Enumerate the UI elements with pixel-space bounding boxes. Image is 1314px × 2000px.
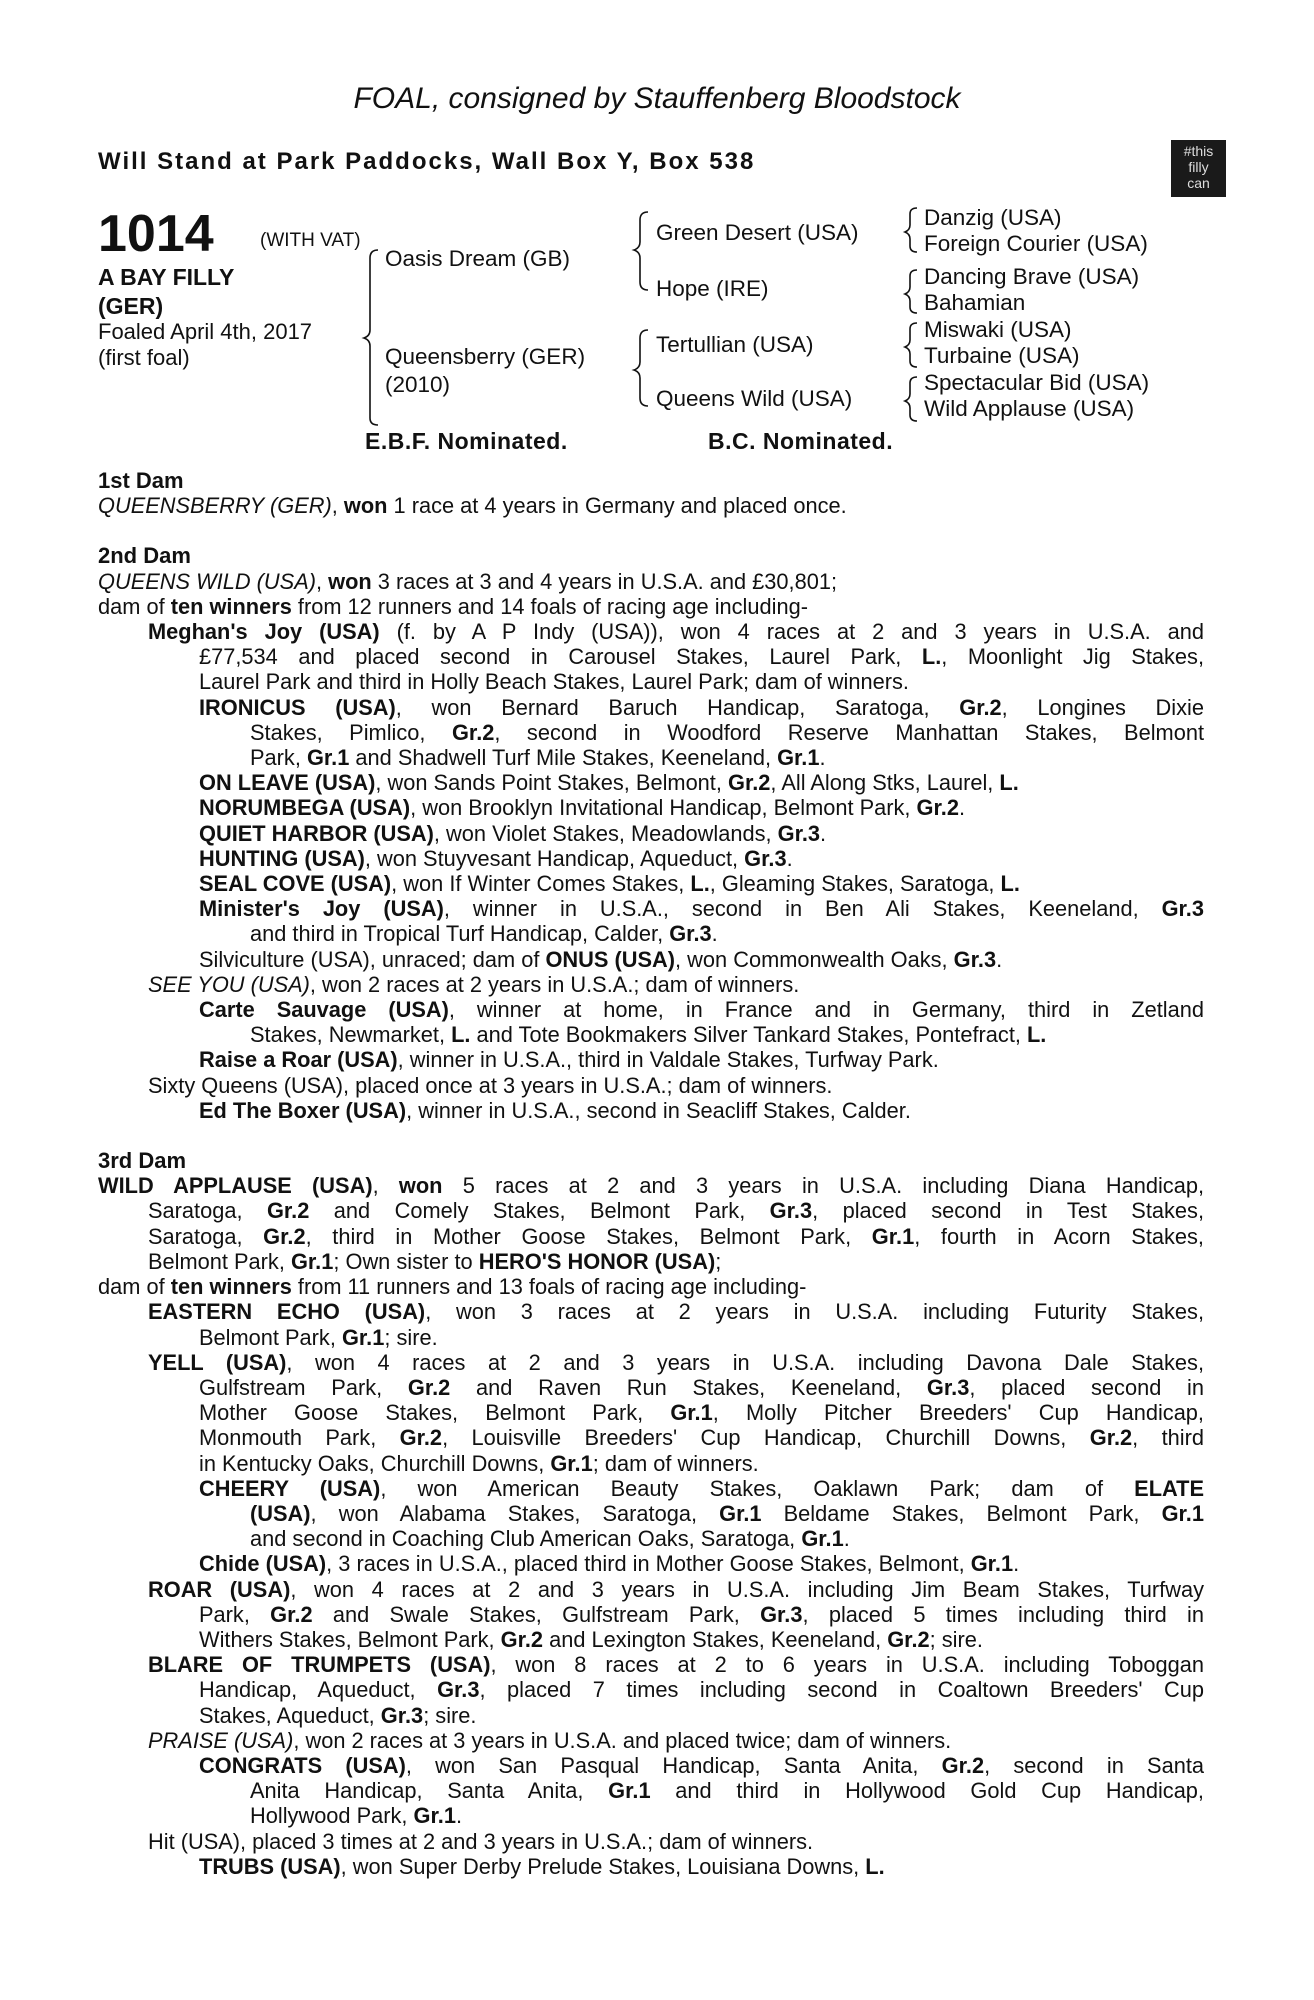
ebf-nomination: E.B.F. Nominated. — [365, 428, 568, 454]
produce-line: SEAL COVE (USA), won If Winter Comes Stakes, L., Gleaming Stakes, Saratoga, L. — [199, 871, 1020, 897]
produce-line: BLARE OF TRUMPETS (USA), won 8 races at 2 to 6 years in U.S.A. including Toboggan — [148, 1652, 1204, 1678]
first-dam-text: 1 race at 4 years in Germany and placed once. — [387, 493, 847, 519]
record-line: Belmont Park, Gr.1; Own sister to HERO'S HONOR (USA); — [148, 1248, 722, 1274]
produce-line: in Kentucky Oaks, Churchill Downs, Gr.1; dam of winners. — [199, 1450, 759, 1476]
produce-line: Laurel Park and third in Holly Beach Stakes, Laurel Park; dam of winners. — [199, 669, 909, 695]
produce-line: Hit (USA), placed 3 times at 2 and 3 years in U.S.A.; dam of winners. — [148, 1828, 814, 1854]
produce-line: ROAR (USA), won 4 races at 2 and 3 years in U.S.A. including Jim Beam Stakes, Turfway — [148, 1576, 1204, 1602]
sire-sire: Green Desert (USA) — [656, 220, 859, 245]
produce-line: Belmont Park, Gr.1; sire. — [199, 1324, 438, 1350]
dam-dam: Queens Wild (USA) — [656, 386, 853, 411]
ancestor-sdd: Bahamian — [924, 290, 1026, 315]
produce-line: and third in Tropical Turf Handicap, Calder, Gr.3. — [250, 921, 718, 947]
produce-line: QUIET HARBOR (USA), won Violet Stakes, Meadowlands, Gr.3. — [199, 820, 827, 846]
produce-line: Mother Goose Stakes, Belmont Park, Gr.1, Molly Pitcher Breeders' Cup Handicap, — [199, 1400, 1204, 1426]
second-dam-name: QUEENS WILD (USA) — [98, 568, 316, 594]
produce-line: Silviculture (USA), unraced; dam of ONUS (USA), won Commonwealth Oaks, Gr.3. — [199, 946, 1003, 972]
produce-line: PRAISE (USA), won 2 races at 3 years in U.S.A. and placed twice; dam of winners. — [148, 1727, 952, 1753]
produce-line: Carte Sauvage (USA), winner at home, in France and in Germany, third in Zetland — [199, 997, 1204, 1023]
produce-line: Minister's Joy (USA), winner in U.S.A., second in Ben Ali Stakes, Keeneland, Gr.3 — [199, 896, 1204, 922]
produce-entry — [98, 1577, 1204, 1753]
first-dam-heading: 1st Dam — [98, 468, 184, 493]
produce-line: Park, Gr.2 and Swale Stakes, Gulfstream Park, Gr.3, placed 5 times including third in — [199, 1601, 1204, 1627]
produce-line: Stakes, Newmarket, L. and Tote Bookmakers Silver Tankard Stakes, Pontefract, L. — [250, 1022, 1047, 1048]
produce-line: Withers Stakes, Belmont Park, Gr.2 and Lexington Stakes, Keeneland, Gr.2; sire. — [199, 1626, 983, 1652]
produce-line: and second in Coaching Club American Oaks, Saratoga, Gr.1. — [250, 1526, 850, 1552]
produce-line: Chide (USA), 3 races in U.S.A., placed third in Mother Goose Stakes, Belmont, Gr.1. — [199, 1551, 1020, 1577]
bc-nomination: B.C. Nominated. — [708, 428, 894, 454]
sire-dam: Hope (IRE) — [656, 276, 769, 301]
first-dam-name: QUEENSBERRY (GER) — [98, 493, 332, 519]
produce-entry — [98, 1098, 1204, 1123]
produce-line: ON LEAVE (USA), won Sands Point Stakes, Belmont, Gr.2, All Along Stks, Laurel, L. — [199, 770, 1019, 796]
produce-line: YELL (USA), won 4 races at 2 and 3 years in U.S.A. including Davona Dale Stakes, — [148, 1349, 1205, 1375]
produce-line: CONGRATS (USA), won San Pasqual Handicap, Santa Anita, Gr.2, second in Santa — [199, 1752, 1205, 1778]
foaled-date: Foaled April 4th, 2017 — [98, 319, 313, 344]
ancestor-dds: Spectacular Bid (USA) — [924, 370, 1150, 395]
produce-line: Handicap, Aqueduct, Gr.3, placed 7 times including second in Coaltown Breeders' Cup — [199, 1677, 1204, 1703]
produce-line: EASTERN ECHO (USA), won 3 races at 2 years in U.S.A. including Futurity Stakes, — [148, 1299, 1205, 1325]
dam: Queensberry (GER) — [385, 344, 586, 369]
first-dam-record: QUEENSBERRY (GER), won 1 race at 4 years in Germany and placed once. — [98, 493, 847, 519]
produce-entry — [98, 1829, 1204, 1854]
produce-line: TRUBS (USA), won Super Derby Prelude Stakes, Louisiana Downs, L. — [199, 1853, 885, 1879]
second-dam-text: 3 races at 3 and 4 years in U.S.A. and £30,801; — [371, 568, 838, 594]
record-line: dam of ten winners from 11 runners and 13 foals of racing age including- — [98, 1274, 807, 1300]
produce-line: CHEERY (USA), won American Beauty Stakes, Oaklawn Park; dam of ELATE — [199, 1475, 1205, 1501]
produce-line: Hollywood Park, Gr.1. — [250, 1803, 463, 1829]
ancestor-dss: Miswaki (USA) — [924, 317, 1072, 342]
produce-line: Stakes, Pimlico, Gr.2, second in Woodford Reserve Manhattan Stakes, Belmont — [250, 719, 1205, 745]
produce-line: Stakes, Aqueduct, Gr.3; sire. — [199, 1702, 477, 1728]
winners-count: ten winners — [170, 593, 292, 619]
produce-line: HUNTING (USA), won Stuyvesant Handicap, Aqueduct, Gr.3. — [199, 845, 793, 871]
produce-line: IRONICUS (USA), won Bernard Baruch Handicap, Saratoga, Gr.2, Longines Dixie — [199, 694, 1205, 720]
produce-line: (USA), won Alabama Stakes, Saratoga, Gr.1 Beldame Stakes, Belmont Park, Gr.1 — [250, 1500, 1204, 1526]
second-dam-record: QUEENS WILD (USA), won 3 races at 3 and 4 years in U.S.A. and £30,801; — [98, 568, 838, 594]
produce-line: Meghan's Joy (USA) (f. by A P Indy (USA)), won 4 races at 2 and 3 years in U.S.A. and — [148, 619, 1204, 645]
lot-number: 1014 — [98, 205, 214, 263]
third-dam-heading: 3rd Dam — [98, 1148, 187, 1174]
summary-text: dam of — [98, 593, 171, 619]
produce-entry — [98, 1854, 1204, 1879]
family-text — [98, 468, 1204, 1879]
record-line: WILD APPLAUSE (USA), won 5 races at 2 and 3 years in U.S.A. including Diana Handicap, — [98, 1173, 1204, 1199]
produce-line: Gulfstream Park, Gr.2 and Raven Run Stakes, Keeneland, Gr.3, placed second in — [199, 1374, 1204, 1400]
produce-line: Anita Handicap, Santa Anita, Gr.1 and third in Hollywood Gold Cup Handicap, — [250, 1778, 1204, 1804]
stabling-location: Will Stand at Park Paddocks, Wall Box Y, Box 538 — [98, 148, 756, 175]
ancestor-ssd: Foreign Courier (USA) — [924, 231, 1148, 256]
dam-sire: Tertullian (USA) — [656, 332, 814, 357]
second-dam-heading: 2nd Dam — [98, 543, 191, 569]
summary-text: from 12 runners and 14 foals of racing age including- — [291, 593, 808, 619]
produce-entry — [98, 1299, 1204, 1475]
ancestor-dsd: Turbaine (USA) — [924, 343, 1080, 368]
second-dam-produce-summary — [98, 594, 1204, 619]
won-label: won — [343, 493, 388, 519]
produce-entry — [98, 695, 1204, 972]
produce-entry — [98, 997, 1204, 1073]
horse-name-line2: (GER) — [98, 293, 164, 319]
ancestor-ddd: Wild Applause (USA) — [924, 396, 1135, 421]
horse-name-line1: A BAY FILLY — [98, 264, 235, 290]
logo-line: filly — [1188, 159, 1209, 175]
produce-line: Park, Gr.1 and Shadwell Turf Mile Stakes, Keeneland, Gr.1. — [250, 745, 826, 771]
won-label: won — [328, 568, 372, 594]
produce-entry — [98, 1753, 1204, 1829]
produce-line: Monmouth Park, Gr.2, Louisville Breeders' Cup Handicap, Churchill Downs, Gr.2, third — [199, 1425, 1205, 1451]
ancestor-sss: Danzig (USA) — [924, 205, 1062, 230]
produce-entry — [98, 1476, 1204, 1577]
produce-line: Sixty Queens (USA), placed once at 3 years in U.S.A.; dam of winners. — [148, 1072, 833, 1098]
sire: Oasis Dream (GB) — [385, 246, 571, 271]
produce-entry — [98, 619, 1204, 695]
third-dam-record — [98, 1173, 1204, 1299]
produce-entry — [98, 1073, 1204, 1098]
produce-line: Raise a Roar (USA), winner in U.S.A., third in Valdale Stakes, Turfway Park. — [199, 1047, 939, 1073]
produce-line: £77,534 and placed second in Carousel Stakes, Laurel Park, L., Moonlight Jig Stakes, — [199, 644, 1205, 670]
produce-line: Ed The Boxer (USA), winner in U.S.A., second in Seacliff Stakes, Calder. — [199, 1097, 911, 1123]
logo-line: #this — [1183, 143, 1214, 159]
record-line: Saratoga, Gr.2, third in Mother Goose Stakes, Belmont Park, Gr.1, fourth in Acorn Stakes, — [148, 1223, 1204, 1249]
record-line: Saratoga, Gr.2 and Comely Stakes, Belmont Park, Gr.3, placed second in Test Stakes, — [148, 1198, 1205, 1224]
produce-entry — [98, 972, 1204, 997]
foal-note: (first foal) — [98, 345, 190, 370]
produce-line: SEE YOU (USA), won 2 races at 2 years in U.S.A.; dam of winners. — [148, 971, 800, 997]
ancestor-sds: Dancing Brave (USA) — [924, 264, 1140, 289]
catalogue-header: FOAL, consigned by Stauffenberg Bloodstock — [353, 82, 961, 115]
produce-line: NORUMBEGA (USA), won Brooklyn Invitational Handicap, Belmont Park, Gr.2. — [199, 795, 966, 821]
vat-note: (WITH VAT) — [260, 230, 361, 251]
dam-year: (2010) — [385, 372, 451, 397]
logo-line: can — [1187, 175, 1210, 191]
